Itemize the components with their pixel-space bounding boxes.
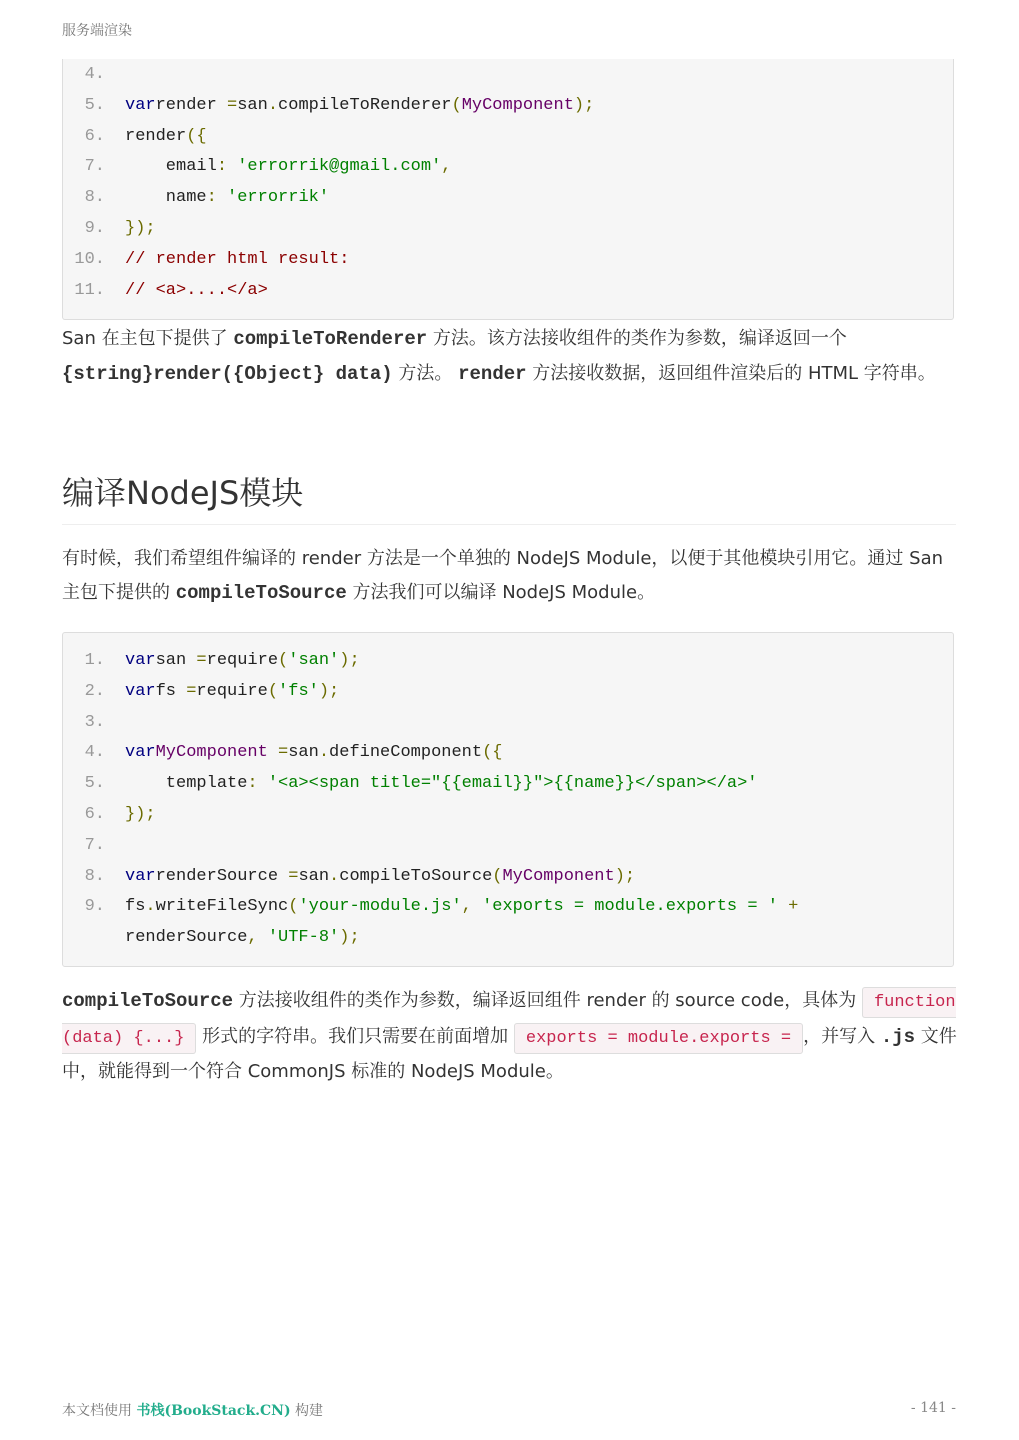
code-token: 'errorrik@gmail.com' bbox=[227, 157, 442, 177]
code-token: 'exports = module.exports = ' bbox=[471, 897, 778, 917]
code-token: MyComponent bbox=[461, 95, 574, 115]
code-token: = bbox=[227, 95, 238, 115]
code-line bbox=[63, 799, 953, 830]
code-text bbox=[125, 213, 156, 244]
code-token: 'your-module.js' bbox=[298, 897, 462, 917]
code-token: }); bbox=[125, 219, 156, 238]
code-token: , bbox=[441, 157, 452, 177]
code-text bbox=[125, 768, 758, 799]
line-number: 4. bbox=[84, 743, 105, 763]
code-token: MyComponent bbox=[155, 743, 279, 763]
code-token: 'UTF-8' bbox=[257, 928, 340, 948]
code-token: 'errorrik' bbox=[216, 188, 330, 208]
code-token: = bbox=[278, 743, 289, 763]
code-token: ( bbox=[267, 681, 279, 701]
code-token: render bbox=[125, 126, 187, 146]
para-text: 方法我们可以编译 NodeJS Module。 bbox=[346, 581, 656, 603]
line-number: 2. bbox=[84, 681, 105, 701]
code-token: san bbox=[288, 743, 319, 763]
code-text bbox=[125, 275, 268, 306]
code-token: , bbox=[461, 897, 472, 917]
code-line bbox=[63, 182, 953, 213]
line-number: 7. bbox=[84, 157, 105, 177]
code-token: : bbox=[247, 774, 258, 794]
line-number: 7. bbox=[84, 835, 105, 855]
code-token: var bbox=[125, 95, 156, 115]
code-text bbox=[125, 121, 207, 152]
code-text bbox=[125, 676, 339, 707]
code-token: require bbox=[196, 681, 268, 701]
code-line bbox=[63, 213, 953, 244]
code-token: = bbox=[288, 866, 299, 886]
code-text bbox=[125, 891, 798, 922]
footer-prefix: 本文档使用 bbox=[62, 1403, 137, 1419]
code-token: var bbox=[125, 651, 156, 670]
code-token: ({ bbox=[186, 126, 207, 146]
code-token: }); bbox=[125, 805, 156, 824]
para-keyword: compileToRenderer bbox=[233, 328, 428, 350]
running-header: 服务端渲染 bbox=[62, 23, 132, 39]
code-token: template bbox=[125, 774, 248, 794]
code-token: : bbox=[216, 157, 228, 177]
line-number: 8. bbox=[84, 188, 105, 208]
code-line bbox=[63, 121, 953, 152]
code-token: . bbox=[329, 866, 340, 886]
code-line bbox=[63, 90, 953, 121]
code-token: compileToSource bbox=[339, 866, 493, 886]
line-number: 8. bbox=[84, 866, 105, 886]
code-line bbox=[63, 645, 953, 676]
code-token: + bbox=[777, 897, 799, 917]
line-number: 3. bbox=[84, 712, 105, 732]
code-line bbox=[63, 891, 953, 922]
code-line bbox=[63, 244, 953, 275]
code-token: . bbox=[318, 743, 330, 763]
code-token: '<a><span title="{{email}}">{{name}}</span></a>' bbox=[257, 774, 758, 794]
code-token: ); bbox=[339, 928, 360, 948]
code-line bbox=[63, 151, 953, 182]
code-text bbox=[125, 737, 502, 768]
para-keyword: compileToSource bbox=[62, 990, 234, 1012]
para-text: ，并写入 bbox=[803, 1025, 881, 1047]
paragraph-compile-to-renderer bbox=[62, 322, 958, 391]
code-line bbox=[63, 737, 953, 768]
code-text bbox=[125, 244, 349, 275]
code-token: render bbox=[155, 95, 228, 115]
code-token: MyComponent bbox=[502, 866, 615, 886]
para-keyword: render bbox=[458, 362, 527, 385]
code-token: ); bbox=[339, 651, 360, 670]
code-line bbox=[63, 275, 953, 306]
section-heading: 编译NodeJS模块 bbox=[62, 474, 304, 512]
code-text bbox=[125, 90, 594, 121]
para-text: 形式的字符串。我们只需要在前面增加 bbox=[196, 1025, 514, 1047]
line-number: 6. bbox=[84, 126, 105, 146]
code-text bbox=[125, 182, 329, 213]
page-number: - 141 - bbox=[910, 1400, 956, 1416]
code-token: require bbox=[206, 651, 279, 670]
footer-credit bbox=[62, 1400, 323, 1420]
code-token: ( bbox=[451, 95, 462, 115]
code-text bbox=[125, 861, 635, 892]
code-token: ( bbox=[278, 651, 289, 670]
code-token: 'san' bbox=[288, 651, 340, 670]
code-token: san bbox=[237, 95, 268, 115]
para-text: 方法。该方法接收组件的类作为参数，编译返回一个 bbox=[427, 328, 847, 349]
code-token: // render html result: bbox=[125, 249, 350, 269]
line-number: 1. bbox=[84, 651, 105, 670]
para-keyword: .js bbox=[880, 1025, 916, 1048]
code-token: ); bbox=[318, 681, 340, 701]
para-text: 方法接收数据，返回组件渲染后的 HTML 字符串。 bbox=[526, 362, 936, 384]
code-token: fs bbox=[155, 681, 187, 701]
code-line bbox=[63, 830, 953, 861]
para-text: 方法接收组件的类作为参数，编译返回组件 render 的 source code，具体为 bbox=[233, 990, 862, 1011]
code-token: = bbox=[196, 651, 207, 670]
code-line bbox=[63, 922, 953, 953]
code-token: var bbox=[125, 866, 156, 886]
code-token: . bbox=[267, 95, 279, 115]
code-token: ({ bbox=[482, 743, 503, 763]
para-keyword: compileToSource bbox=[175, 581, 347, 604]
code-text bbox=[125, 799, 156, 830]
line-number: 5. bbox=[84, 774, 105, 794]
code-token: san bbox=[155, 651, 197, 670]
paragraph-compile-to-source bbox=[62, 984, 958, 1089]
line-number: 4. bbox=[84, 65, 105, 84]
para-text: 有时候，我们希望组件编译的 render 方法是一个单独的 NodeJS Module，以便于其他模块引用它。通过 San 主包下提供的 bbox=[62, 548, 944, 603]
code-token: . bbox=[145, 897, 156, 917]
code-text bbox=[125, 922, 360, 953]
code-token: renderSource bbox=[125, 928, 248, 948]
code-line bbox=[63, 768, 953, 799]
line-number: 9. bbox=[84, 219, 105, 238]
code-token: = bbox=[186, 681, 197, 701]
code-token: san bbox=[298, 866, 330, 886]
footer-bookstack-link[interactable]: 书栈(BookStack.CN) bbox=[136, 1403, 291, 1419]
paragraph-nodejs-module bbox=[62, 542, 958, 610]
code-text bbox=[125, 151, 451, 182]
code-token: , bbox=[247, 928, 258, 948]
line-number: 10. bbox=[74, 249, 105, 269]
line-number: 5. bbox=[84, 95, 105, 115]
line-number: 6. bbox=[84, 805, 105, 824]
code-token: renderSource bbox=[155, 866, 289, 886]
code-token: writeFileSync bbox=[155, 897, 289, 917]
footer-suffix: 构建 bbox=[290, 1403, 324, 1419]
code-token: ( bbox=[492, 866, 503, 886]
line-number: 11. bbox=[74, 280, 105, 300]
code-token: 'fs' bbox=[278, 681, 319, 701]
line-number: 9. bbox=[84, 897, 105, 917]
code-line bbox=[63, 861, 953, 892]
code-text bbox=[125, 645, 360, 676]
code-token: ); bbox=[614, 866, 636, 886]
code-token: : bbox=[206, 188, 217, 208]
code-block-compile-to-source bbox=[62, 632, 954, 967]
code-token: fs bbox=[125, 897, 146, 917]
inline-code: function (data) {...} bbox=[62, 987, 956, 1054]
para-text: 方法。 bbox=[392, 362, 459, 384]
code-token: name bbox=[125, 188, 207, 208]
heading-divider bbox=[62, 524, 956, 525]
code-line bbox=[63, 707, 953, 738]
inline-code: exports = module.exports = bbox=[514, 1023, 803, 1054]
code-token: email bbox=[125, 157, 217, 177]
code-token: ( bbox=[288, 897, 299, 917]
code-token: defineComponent bbox=[329, 743, 483, 763]
code-token: var bbox=[125, 743, 156, 763]
code-token: ); bbox=[573, 95, 595, 115]
code-block-render bbox=[62, 59, 954, 320]
code-token: // <a>....</a> bbox=[125, 280, 268, 300]
code-token: compileToRenderer bbox=[278, 95, 452, 115]
code-token: var bbox=[125, 681, 156, 701]
code-line bbox=[63, 59, 953, 90]
code-line bbox=[63, 676, 953, 707]
para-keyword: {string}render({Object} data) bbox=[62, 362, 393, 385]
para-text: San 在主包下提供了 bbox=[62, 328, 234, 349]
para-text: 文件中，就能得到一个符合 CommonJS 标准的 NodeJS Module。 bbox=[62, 1025, 957, 1082]
